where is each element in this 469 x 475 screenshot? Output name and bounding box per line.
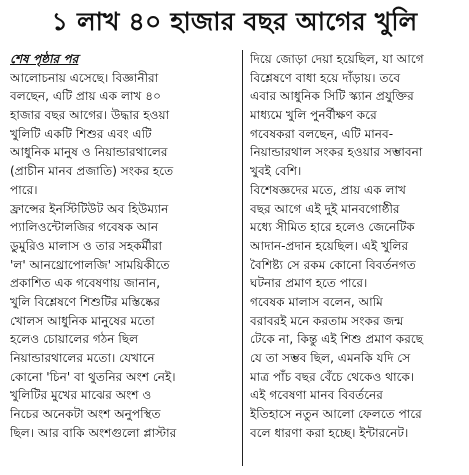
text-line: নিয়ান্ডারথালের মতো। যেখানে	[10, 351, 155, 365]
column-divider	[242, 50, 243, 468]
text-line: (প্রাচীন মানব প্রজাতি) সংকর হতে	[10, 164, 174, 179]
text-line: খুলিটির মুখের মাঝের অংশ ও	[10, 388, 152, 403]
text-line: প্যালিওন্টোলজির গবেষক আন	[10, 220, 159, 235]
text-line: খোলস আধুনিক মানুষের মতো	[10, 313, 155, 328]
text-line: বিশ্লেষণে বাধা হয়ে দাঁড়ায়। তবে	[250, 70, 401, 85]
text-line: খুবই বেশি।	[250, 164, 302, 179]
text-line: ফ্রান্সের ইনস্টিটিউট অব হিউম্যান	[10, 201, 169, 216]
text-line: গবেষকরা বলছেন, এটি মানব-	[250, 126, 394, 141]
text-line: বরাবরই মনে করতাম সংকর জন্ম	[250, 313, 404, 328]
headline: ১ লাখ ৪০ হাজার বছর আগের খুলি	[51, 7, 418, 36]
text-line: হলেও চোয়ালের গঠন ছিল	[10, 332, 139, 347]
left-column	[10, 50, 234, 442]
text-line: বলে ধারণা করা হচ্ছে। ইন্টারনেট।	[250, 425, 409, 440]
text-line: ইতিহাসে নতুন আলো ফেলতে পারে	[250, 407, 422, 422]
text-line: 'ল' আনথ্রোপোলজি' সাময়িকীতে	[10, 257, 170, 272]
text-line: টেকে না, কিন্তু এই শিশু প্রমাণ করছে	[250, 332, 424, 347]
text-line: মাধ্যমে খুলি পুনর্বীক্ষণ করে	[250, 108, 377, 123]
text-line: এই গবেষণা মানব বিবর্তনের	[250, 388, 383, 403]
text-line: ডুমুরিও মালাস ও তার সহকর্মীরা	[10, 238, 163, 253]
text-line: ছিল। আর বাকি অংশগুলো প্লাস্টার	[10, 425, 177, 440]
text-line: আধুনিক মানুষ ও নিয়ান্ডারথালের	[10, 145, 168, 160]
text-line: হাজার বছর আগের। উদ্ধার হওয়া	[10, 108, 170, 123]
kicker-continued-from: শেষ পৃষ্ঠার পর	[10, 52, 79, 66]
text-line: যে তা সম্ভব ছিল, এমনকি যদি সে	[250, 351, 411, 365]
text-line: নিয়ান্ডারথাল সংকর হওয়ার সম্ভাবনা	[250, 145, 423, 160]
text-line: বছর আগে এই দুই মানবগোষ্ঠীর	[250, 201, 400, 216]
text-line: বৈশিষ্ট্য সে রকম কোনো বিবর্তনগত	[250, 257, 416, 272]
text-line: মাত্র পাঁচ বছর বেঁচে থেকেও থাকে।	[250, 369, 415, 384]
text-line: কোনো 'চিন' বা থুতনির অংশ নেই।	[10, 369, 176, 384]
text-line: আলোচনায় এসেছে। বিজ্ঞানীরা	[10, 70, 159, 85]
text-line: পারে।	[10, 182, 38, 197]
right-column	[250, 50, 462, 442]
text-line: নিচের অনেকটা অংশ অনুপস্থিত	[10, 407, 161, 422]
text-line: খুলি বিশ্লেষণে শিশুটির মস্তিষ্কের	[10, 294, 160, 309]
page-bottom-edge	[0, 466, 469, 475]
text-line: বিশেষজ্ঞদের মতে, প্রায় এক লাখ	[250, 182, 406, 197]
text-line: গবেষক মালাস বলেন, আমি	[250, 294, 383, 309]
text-line: ঘটনার প্রমাণ হতে পারে।	[250, 276, 368, 291]
text-line: আদান-প্রদান হয়েছিল। এই খুলির	[250, 238, 409, 253]
text-line: প্রকাশিত এক গবেষণায় জানান,	[10, 276, 161, 291]
text-line: বলছেন, এটি প্রায় এক লাখ ৪০	[10, 89, 161, 104]
text-line: এবার আধুনিক সিটি স্ক্যান প্রযুক্তির	[250, 89, 414, 104]
text-line: খুলিটি একটি শিশুর এবং এটি	[10, 126, 152, 141]
text-line: দিয়ে জোড়া দেয়া হয়েছিল, যা আগে	[250, 52, 424, 66]
text-line: মধ্যে সীমিত হারে হলেও জেনেটিক	[250, 220, 415, 235]
